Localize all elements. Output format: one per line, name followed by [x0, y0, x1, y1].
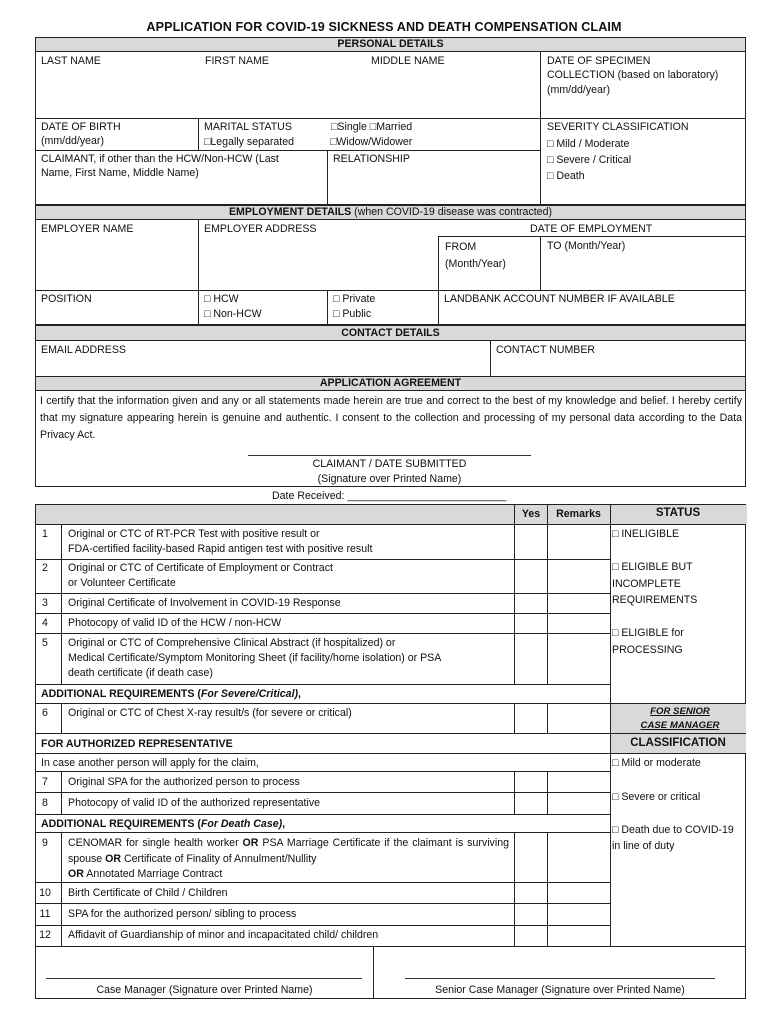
relationship-field[interactable]: RELATIONSHIP — [333, 153, 410, 165]
senior-case-manager-signature-line[interactable] — [405, 978, 715, 979]
req-5-text: Original or CTC of Comprehensive Clinical Abstract (if hospitalized) or Medical Certificate/Symptom Monitoring Sheet (if facility/home isolation) or PSA death certificate (if death case) — [68, 637, 442, 680]
senior-case-manager-sig-label: Senior Case Manager (Signature over Printed Name) — [435, 984, 685, 996]
marital-separated-checkbox[interactable]: □Legally separated — [204, 136, 295, 148]
employer-address-field[interactable]: EMPLOYER ADDRESS — [204, 223, 317, 235]
req-9-text: CENOMAR for single health worker OR PSA Marriage Certificate if the claimant is surviving spouse OR Certificate of Finality of Annulment/Nullity OR Annotated Marriage Contract — [68, 837, 509, 880]
yes-column-header: Yes — [521, 508, 541, 520]
email-field[interactable]: EMAIL ADDRESS — [41, 344, 126, 356]
req-9-number: 9 — [42, 837, 48, 849]
additional-severe-heading: ADDITIONAL REQUIREMENTS (For Severe/Critical), — [41, 688, 301, 700]
req-4-number: 4 — [42, 617, 48, 629]
req-11-text: SPA for the authorized person/ sibling to process — [68, 908, 297, 920]
position-label: POSITION — [41, 293, 92, 305]
employment-details-header: EMPLOYMENT DETAILS (when COVID-19 disease was contracted) — [35, 205, 746, 220]
employment-to-field[interactable]: TO (Month/Year) — [547, 240, 626, 252]
case-manager-label: Case Manager (Signature over Printed Name) — [96, 984, 313, 996]
req-5-number: 5 — [42, 637, 48, 649]
req-12-number: 12 — [39, 929, 51, 941]
marital-single-married-checkbox[interactable]: □Single □Married — [331, 121, 413, 133]
additional-death-heading: ADDITIONAL REQUIREMENTS (For Death Case), — [41, 818, 286, 830]
req-2-text: Original or CTC of Certificate of Employment or Contract or Volunteer Certificate — [68, 562, 333, 589]
specimen-date-field[interactable]: DATE OF SPECIMEN COLLECTION (based on laboratory) (mm/dd/year) — [547, 55, 719, 96]
class-death-checkbox[interactable]: □ Death due to COVID-19 in line of duty — [612, 824, 734, 852]
marital-widow-checkbox[interactable]: □Widow/Widower — [330, 136, 413, 148]
claimant-signature-line[interactable] — [248, 455, 531, 456]
hcw-checkboxes[interactable]: □ HCW □ Non-HCW — [204, 293, 262, 320]
landbank-field[interactable]: LANDBANK ACCOUNT NUMBER IF AVAILABLE — [444, 293, 675, 305]
status-incomplete-checkbox[interactable]: □ ELIGIBLE BUT INCOMPLETE REQUIREMENTS — [612, 561, 698, 606]
req-4-text: Photocopy of valid ID of the HCW / non-HCW — [68, 617, 282, 629]
marital-status-label: MARITAL STATUS — [204, 121, 292, 133]
date-received[interactable]: Date Received: ___________________________ — [272, 490, 507, 502]
req-10-text: Birth Certificate of Child / Children — [68, 887, 228, 899]
senior-case-manager-label: FOR SENIOR CASE MANAGER — [640, 706, 720, 731]
sector-checkboxes[interactable]: □ Private □ Public — [333, 293, 376, 320]
status-ineligible-checkbox[interactable]: □ INELIGIBLE — [612, 528, 680, 540]
last-name-field[interactable]: LAST NAME — [41, 55, 101, 67]
req-7-number: 7 — [42, 776, 48, 788]
severity-checkboxes[interactable]: □ Mild / Moderate □ Severe / Critical □ Death — [547, 138, 632, 182]
req-7-text: Original SPA for the authorized person to process — [68, 776, 300, 788]
classification-header: CLASSIFICATION — [630, 737, 726, 749]
first-name-field[interactable]: FIRST NAME — [205, 55, 269, 67]
req-10-number: 10 — [39, 887, 51, 899]
req-1-number: 1 — [42, 528, 48, 540]
req-12-text: Affidavit of Guardianship of minor and incapacitated child/ children — [68, 929, 379, 941]
class-mild-checkbox[interactable]: □ Mild or moderate — [612, 757, 701, 769]
employer-name-field[interactable]: EMPLOYER NAME — [41, 223, 134, 235]
req-8-number: 8 — [42, 797, 48, 809]
claimant-field[interactable]: CLAIMANT, if other than the HCW/Non-HCW (Last Name, First Name, Middle Name) — [41, 153, 279, 180]
authorized-rep-heading: FOR AUTHORIZED REPRESENTATIVE — [41, 738, 233, 750]
date-of-employment-label: DATE OF EMPLOYMENT — [530, 223, 653, 235]
remarks-column-header: Remarks — [556, 508, 601, 520]
contact-number-field[interactable]: CONTACT NUMBER — [496, 344, 596, 356]
req-3-number: 3 — [42, 597, 48, 609]
req-6-number: 6 — [42, 707, 48, 719]
contact-details-header: CONTACT DETAILS — [35, 325, 746, 341]
status-eligible-checkbox[interactable]: □ ELIGIBLE for PROCESSING — [612, 627, 684, 656]
employment-from-field[interactable]: FROM (Month/Year) — [445, 241, 506, 270]
personal-details-header: PERSONAL DETAILS — [35, 37, 746, 52]
severity-label: SEVERITY CLASSIFICATION — [547, 121, 689, 133]
dob-field[interactable]: DATE OF BIRTH (mm/dd/year) — [41, 121, 121, 148]
form-title: APPLICATION FOR COVID-19 SICKNESS AND DEATH COMPENSATION CLAIM — [146, 20, 622, 34]
req-3-text: Original Certificate of Involvement in COVID-19 Response — [68, 597, 341, 609]
agreement-header: APPLICATION AGREEMENT — [35, 376, 746, 391]
req-11-number: 11 — [39, 908, 51, 920]
claimant-date-label: CLAIMANT / DATE SUBMITTED — [312, 458, 467, 470]
contact-details-section — [35, 340, 746, 377]
status-column-header: STATUS — [655, 507, 701, 519]
middle-name-field[interactable]: MIDDLE NAME — [371, 55, 445, 67]
req-2-number: 2 — [42, 562, 48, 574]
case-manager-signature-line[interactable] — [46, 978, 362, 979]
req-1-text: Original or CTC of RT-PCR Test with positive result or FDA-certified facility-based Rapid antigen test with positive result — [68, 528, 373, 555]
claimant-signature-note: (Signature over Printed Name) — [317, 473, 462, 485]
agreement-text: I certify that the information given and any or all statements made herein are true and correct to the best of my knowledge and belief. I hereby certify that my signature appearing herein is genuine and authentic. I consent to the collection and processing of my personal data according to the Data Privacy Act. — [40, 395, 742, 441]
another-person-note: In case another person will apply for the claim, — [41, 757, 259, 769]
req-6-text: Original or CTC of Chest X-ray result/s (for severe or critical) — [68, 707, 352, 719]
class-severe-checkbox[interactable]: □ Severe or critical — [612, 791, 701, 803]
req-8-text: Photocopy of valid ID of the authorized representative — [68, 797, 321, 809]
